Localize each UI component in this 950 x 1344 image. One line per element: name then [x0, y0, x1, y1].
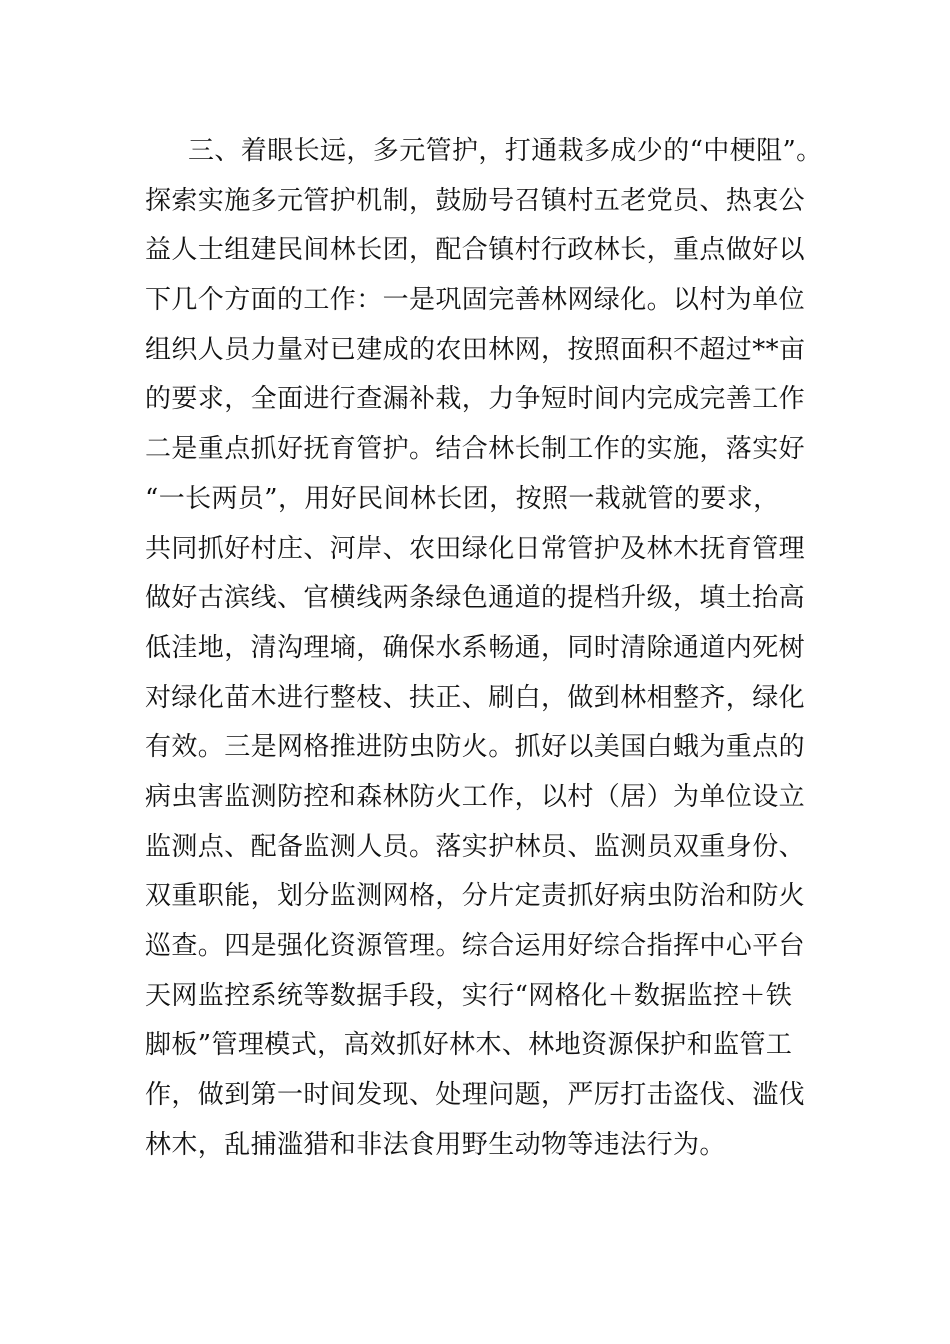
paragraph-line: 有效。三是网格推进防虫防火。抓好以美国白蛾为重点的 [145, 732, 806, 763]
paragraph-line: 对绿化苗木进行整枝、扶正、刷白，做到林相整齐，绿化 [145, 682, 806, 713]
paragraph-line: “一长两员”，用好民间林长团，按照一栽就管的要求， [145, 483, 780, 514]
paragraph-line: 监测点、配备监测人员。落实护林员、监测员双重身份、 [145, 831, 806, 862]
paragraph-line: 三、着眼长远，多元管护，打通栽多成少的“中梗阻”。 [188, 136, 823, 166]
paragraph-line: 林木，乱捕滥猎和非法食用野生动物等违法行为。 [145, 1129, 726, 1160]
paragraph-line: 病虫害监测防控和森林防火工作，以村（居）为单位设立 [145, 781, 806, 812]
paragraph-line: 低洼地，清沟理墒，确保水系畅通，同时清除通道内死树 [145, 632, 806, 663]
paragraph-line: 作，做到第一时间发现、处理问题，严厉打击盗伐、滥伐 [145, 1080, 806, 1111]
paragraph-line: 益人士组建民间林长团，配合镇村行政林长，重点做好以 [145, 235, 806, 266]
paragraph-line: 下几个方面的工作：一是巩固完善林网绿化。以村为单位 [145, 285, 806, 316]
paragraph-line: 共同抓好村庄、河岸、农田绿化日常管护及林木抚育管理 [145, 533, 806, 564]
paragraph-line: 巡查。四是强化资源管理。综合运用好综合指挥中心平台 [145, 931, 806, 961]
paragraph-line: 的要求，全面进行查漏补栽，力争短时间内完成完善工作 [145, 384, 806, 415]
paragraph-line: 做好古滨线、官横线两条绿色通道的提档升级，填土抬高 [145, 583, 806, 614]
paragraph-line: 天网监控系统等数据手段，实行“网格化＋数据监控＋铁 [145, 980, 793, 1011]
paragraph-line: 组织人员力量对已建成的农田林网，按照面积不超过**亩 [145, 334, 806, 365]
paragraph-line: 脚板”管理模式，高效抓好林木、林地资源保护和监管工 [145, 1030, 793, 1061]
body-paragraph [145, 127, 845, 1170]
paragraph-line: 二是重点抓好抚育管护。结合林长制工作的实施，落实好 [145, 434, 806, 465]
paragraph-line: 双重职能，划分监测网格，分片定责抓好病虫防治和防火 [145, 881, 806, 912]
paragraph-line: 探索实施多元管护机制，鼓励号召镇村五老党员、热衷公 [145, 185, 806, 216]
